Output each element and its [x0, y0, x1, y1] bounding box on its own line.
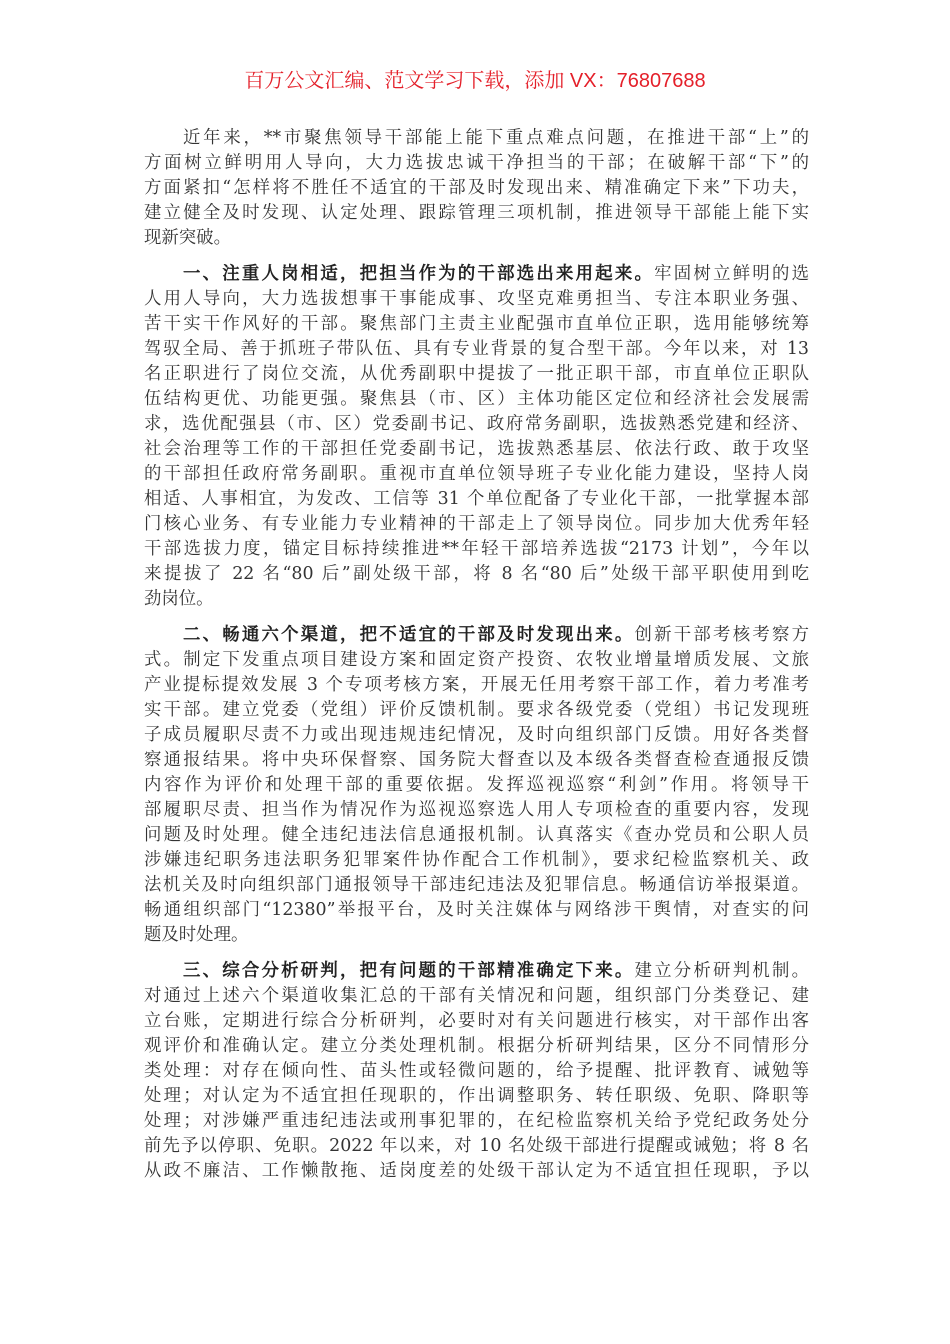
text-line	[144, 898, 809, 923]
line-text: 门核心业务、有专业能力专业精神的干部走上了领导岗位。同步加大优秀年轻	[144, 514, 809, 534]
text-line	[144, 648, 809, 673]
line-text: 内容作为评价和处理干部的重要依据。发挥巡视巡察“利剑”作用。将领导干	[144, 775, 809, 795]
line-text: 观评价和准确认定。建立分类处理机制。根据分析研判结果，区分不同情形分	[144, 1036, 809, 1056]
line-text: 近年来，**市聚焦领导干部能上能下重点难点问题，在推进干部“上”的	[183, 128, 809, 148]
text-line	[144, 723, 809, 748]
line-text: 立台账，定期进行综合分析研判，必要时对有关问题进行核实，对干部作出客	[144, 1011, 809, 1031]
text-line	[144, 562, 809, 587]
text-line	[144, 1034, 809, 1059]
paragraph	[144, 262, 809, 612]
line-text: 创新干部考核考察方	[634, 625, 809, 645]
text-line	[144, 537, 809, 562]
line-text: 来提拔了 22 名“80 后”副处级干部，将 8 名“80 后”处级干部平职使用到吃	[144, 564, 809, 584]
section-heading: 二、畅通六个渠道，把不适宜的干部及时发现出来。	[183, 625, 635, 645]
line-text: 问题及时处理。健全违纪违法信息通报机制。认真落实《查办党员和公职人员	[144, 825, 809, 845]
line-text: 部履职尽责、担当作为情况作为巡视巡察选人用人专项检查的重要内容，发现	[144, 800, 809, 820]
text-line	[144, 1109, 809, 1134]
text-line	[144, 151, 809, 176]
line-text: 题及时处理。	[144, 925, 249, 945]
text-line	[144, 673, 809, 698]
text-line	[144, 201, 809, 226]
line-text: 产业提标提效发展 3 个专项考核方案，开展无任用考察干部工作，着力考准考	[144, 675, 809, 695]
text-line	[144, 823, 809, 848]
text-line	[144, 1134, 809, 1159]
line-text: 干部选拔力度，锚定目标持续推进**年轻干部培养选拔“2173 计划”，今年以	[144, 539, 809, 559]
text-line	[144, 512, 809, 537]
line-text: 相适、人事相宜，为发改、工信等 31 个单位配备了专业化干部，一批掌握本部	[144, 489, 809, 509]
text-line	[144, 126, 809, 151]
text-line	[144, 176, 809, 201]
text-line	[144, 923, 809, 948]
text-line	[144, 798, 809, 823]
text-line	[144, 262, 809, 287]
text-line	[144, 848, 809, 873]
line-text: 社会治理等工作的干部担任党委副书记，选拔熟悉基层、依法行政、敢于攻坚	[144, 439, 809, 459]
line-text: 名正职进行了岗位交流，从优秀副职中提拔了一批正职干部，市直单位正职队	[144, 364, 809, 384]
line-text: 现新突破。	[144, 228, 231, 248]
text-line	[144, 1009, 809, 1034]
text-line	[144, 873, 809, 898]
text-line	[144, 623, 809, 648]
paragraph	[144, 126, 809, 251]
line-text: 处理；对涉嫌严重违纪违法或刑事犯罪的，在纪检监察机关给予党纪政务处分	[144, 1111, 809, 1131]
line-text: 驾驭全局、善于抓班子带队伍、具有专业背景的复合型干部。今年以来，对 13	[144, 339, 809, 359]
text-line	[144, 587, 809, 612]
text-line	[144, 226, 809, 251]
line-text: 察通报结果。将中央环保督察、国务院大督查以及本级各类督查检查通报反馈	[144, 750, 809, 770]
line-text: 式。制定下发重点项目建设方案和固定资产投资、农牧业增量增质发展、文旅	[144, 650, 809, 670]
line-text: 从政不廉洁、工作懒散拖、适岗度差的处级干部认定为不适宜担任现职，予以	[144, 1161, 809, 1181]
text-line	[144, 984, 809, 1009]
text-line	[144, 748, 809, 773]
download-banner: 百万公文汇编、范文学习下载，添加 VX：76807688	[244, 70, 706, 92]
text-line	[144, 387, 809, 412]
line-text: 涉嫌违纪职务违法职务犯罪案件协作配合工作机制》，要求纪检监察机关、政	[144, 850, 809, 870]
text-line	[144, 773, 809, 798]
line-text: 实干部。建立党委（党组）评价反馈机制。要求各级党委（党组）书记发现班	[144, 700, 809, 720]
line-text: 子成员履职尽责不力或出现违规违纪情况，及时向组织部门反馈。用好各类督	[144, 725, 809, 745]
line-text: 劲岗位。	[144, 589, 214, 609]
line-text: 对通过上述六个渠道收集汇总的干部有关情况和问题，组织部门分类登记、建	[144, 986, 809, 1006]
line-text: 建立分析研判机制。	[634, 961, 809, 981]
line-text: 的干部担任政府常务副职。重视市直单位领导班子专业化能力建设，坚持人岗	[144, 464, 809, 484]
line-text: 伍结构更优、功能更强。聚焦县（市、区）主体功能区定位和经济社会发展需	[144, 389, 809, 409]
line-text: 类处理：对存在倾向性、苗头性或轻微问题的，给予提醒、批评教育、诫勉等	[144, 1061, 809, 1081]
text-line	[144, 698, 809, 723]
text-line	[144, 362, 809, 387]
text-line	[144, 337, 809, 362]
line-text: 牢固树立鲜明的选	[654, 264, 809, 284]
text-line	[144, 437, 809, 462]
text-line	[144, 1059, 809, 1084]
line-text: 求，选优配强县（市、区）党委副书记、政府常务副职，选拔熟悉党建和经济、	[144, 414, 809, 434]
text-line	[144, 287, 809, 312]
text-line	[144, 312, 809, 337]
text-line	[144, 487, 809, 512]
line-text: 苦干实干作风好的干部。聚焦部门主责主业配强市直单位正职，选用能够统筹	[144, 314, 809, 334]
line-text: 方面树立鲜明用人导向，大力选拔忠诚干净担当的干部；在破解干部“下”的	[144, 153, 809, 173]
line-text: 前先予以停职、免职。2022 年以来，对 10 名处级干部进行提醒或诫勉；将 8 名	[144, 1136, 809, 1156]
section-heading: 一、注重人岗相适，把担当作为的干部选出来用起来。	[183, 264, 655, 284]
document-body	[144, 126, 809, 1195]
text-line	[144, 462, 809, 487]
line-text: 人用人导向，大力选拔想事干事能成事、攻坚克难勇担当、专注本职业务强、	[144, 289, 809, 309]
paragraph	[144, 959, 809, 1184]
paragraph	[144, 623, 809, 948]
line-text: 方面紧扣“怎样将不胜任不适宜的干部及时发现出来、精准确定下来”下功夫，	[144, 178, 809, 198]
line-text: 畅通组织部门“12380”举报平台，及时关注媒体与网络涉干舆情，对查实的问	[144, 900, 809, 920]
line-text: 处理；对认定为不适宜担任现职的，作出调整职务、转任职级、免职、降职等	[144, 1086, 809, 1106]
text-line	[144, 1159, 809, 1184]
text-line	[144, 1084, 809, 1109]
text-line	[144, 412, 809, 437]
text-line	[144, 959, 809, 984]
section-heading: 三、综合分析研判，把有问题的干部精准确定下来。	[183, 961, 635, 981]
line-text: 建立健全及时发现、认定处理、跟踪管理三项机制，推进领导干部能上能下实	[144, 203, 809, 223]
line-text: 法机关及时向组织部门通报领导干部违纪违法及犯罪信息。畅通信访举报渠道。	[144, 875, 809, 895]
